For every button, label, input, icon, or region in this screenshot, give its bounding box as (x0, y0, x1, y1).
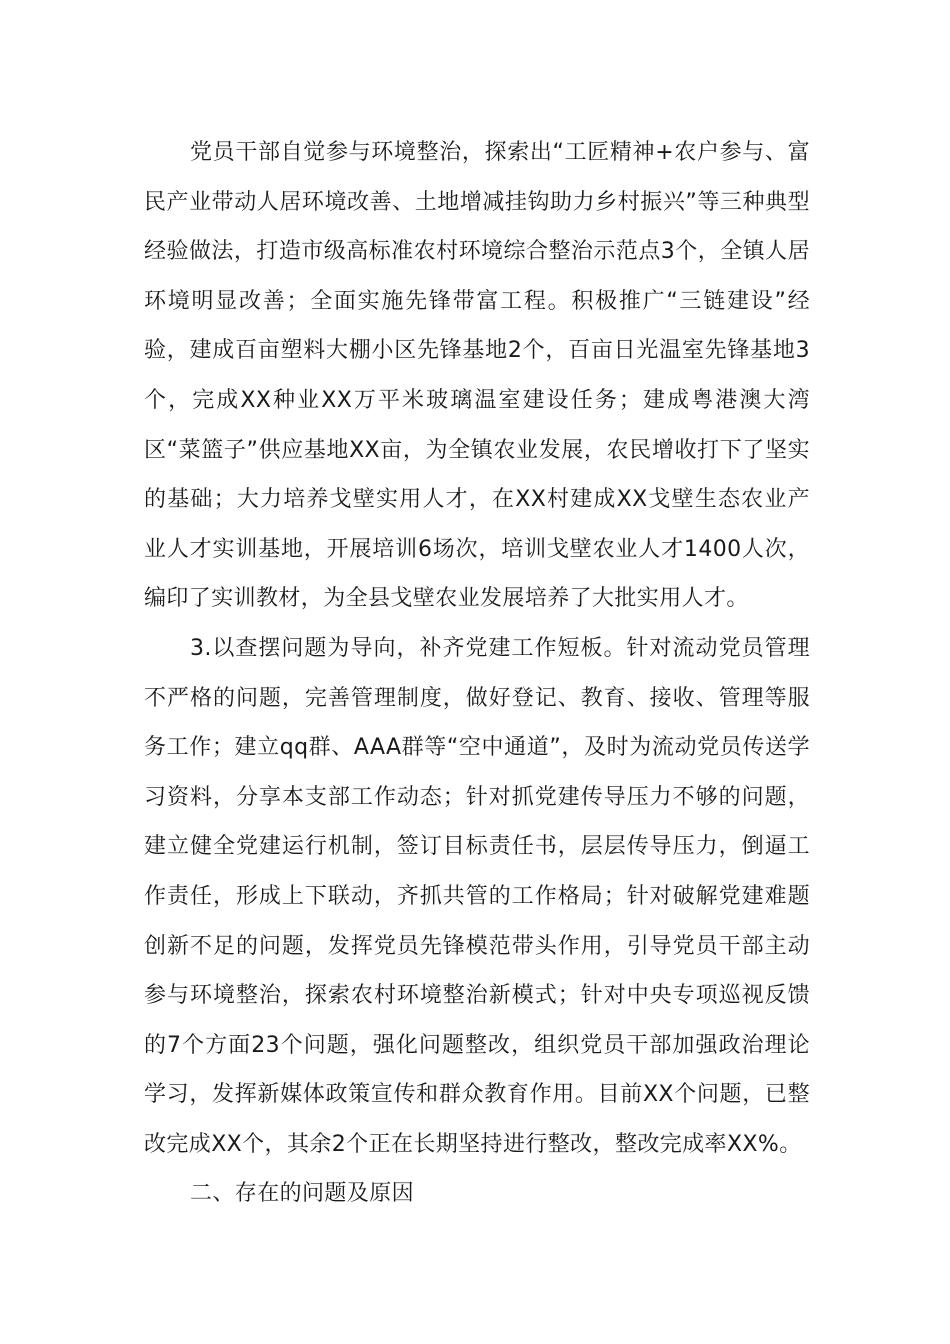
document-body (144, 128, 810, 1219)
paragraph-problem-oriented: 3.以查摆问题为导向，补齐党建工作短板。针对流动党员管理不严格的问题，完善管理制度，做好登记、教育、接收、管理等服务工作；建立qq群、AAA群等“空中通道”，及时为流动党员传送学习资料，分享本支部工作动态；针对抓党建传导压力不够的问题，建立健全党建运行机制，签订目标责任书，层层传导压力，倒逼工作责任，形成上下联动，齐抓共管的工作格局；针对破解党建难题创新不足的问题，发挥党员先锋模范带头作用，引导党员干部主动参与环境整治，探索农村环境整治新模式；针对中央专项巡视反馈的7个方面23个问题，强化问题整改，组织党员干部加强政治理论学习，发挥新媒体政策宣传和群众教育作用。目前XX个问题，已整改完成XX个，其余2个正在长期坚持进行整改，整改完成率XX%。 (144, 635, 810, 1157)
paragraph-rural-environment: 党员干部自觉参与环境整治，探索出“工匠精神+农户参与、富民产业带动人居环境改善、土地增减挂钩助力乡村振兴”等三种典型经验做法，打造市级高标准农村环境综合整治示范点3个，全镇人居环境明显改善；全面实施先锋带富工程。积极推广“三链建设”经验，建成百亩塑料大棚小区先锋基地2个，百亩日光温室先锋基地3个，完成XX种业XX万平米玻璃温室建设任务；建成粤港澳大湾区“菜篮子”供应基地XX亩，为全镇农业发展，农民增收打下了坚实的基础；大力培养戈壁实用人才，在XX村建成XX戈壁生态农业产业人才实训基地，开展培训6场次，培训戈壁农业人才1400人次，编印了实训教材，为全县戈壁农业发展培养了大批实用人才。 (144, 140, 810, 612)
section-heading-problems: 二、存在的问题及原因 (190, 1181, 415, 1207)
